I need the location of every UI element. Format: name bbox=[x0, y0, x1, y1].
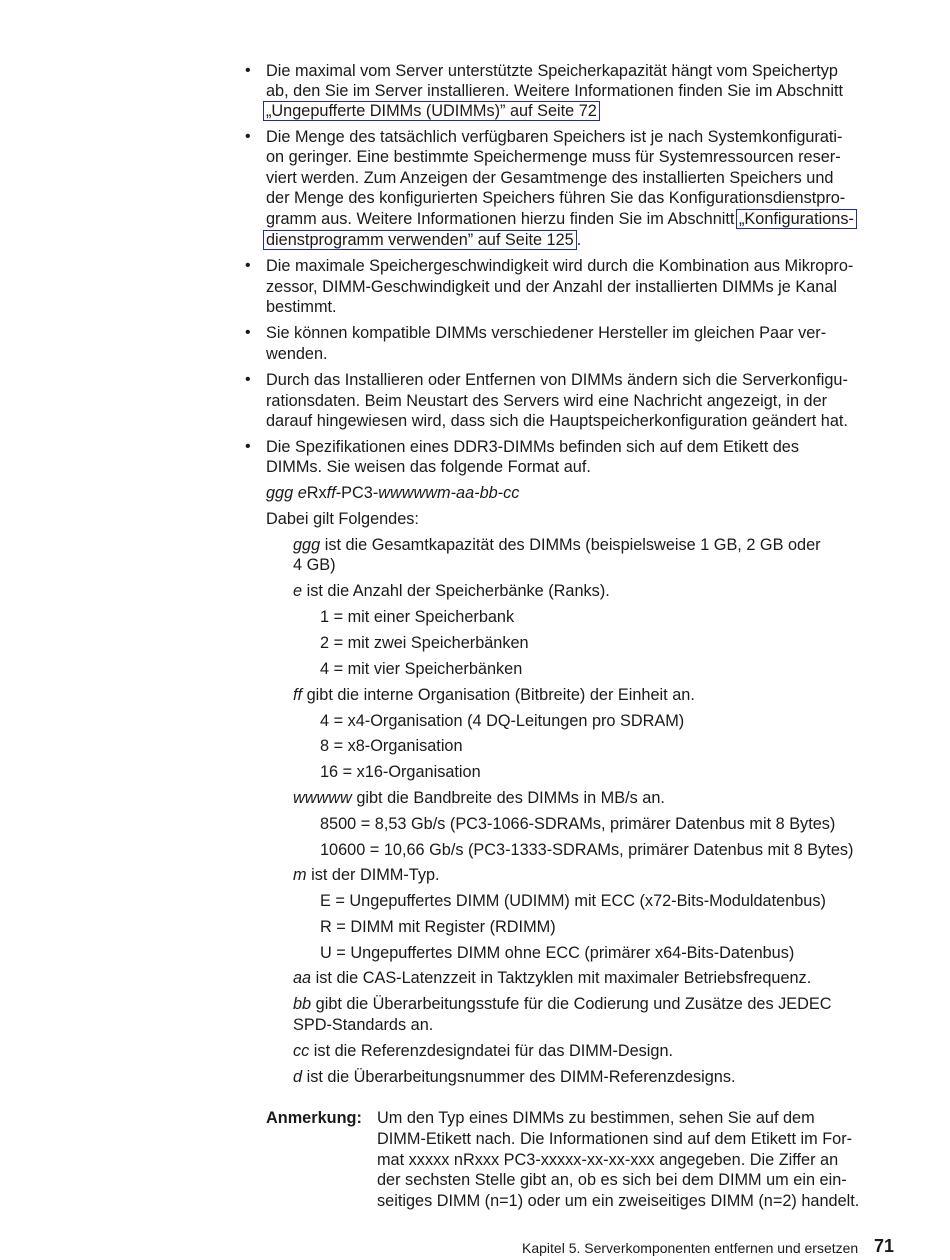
value-m-2: R = DIMM mit Register (RDIMM) bbox=[320, 918, 556, 936]
bullet-2-line-3: viert werden. Zum Anzeigen der Gesamtmenge des installierten Speichers und bbox=[266, 169, 834, 187]
definition-ggg bbox=[293, 535, 821, 555]
format-ggg: ggg bbox=[266, 484, 294, 502]
bullet-1-line-3 bbox=[266, 101, 600, 121]
bullet-2-line-6 bbox=[266, 230, 581, 250]
definition-cc bbox=[293, 1041, 673, 1061]
bullet-marker: • bbox=[245, 62, 251, 79]
note-line-5: seitiges DIMM (n=1) oder um ein zweiseitiges DIMM (n=2) handelt. bbox=[377, 1192, 860, 1210]
value-e-1: 1 = mit einer Speicherbank bbox=[320, 608, 515, 626]
term-bb: bb bbox=[293, 995, 312, 1013]
value-wwwww-1: 8500 = 8,53 Gb/s (PC3-1066-SDRAMs, primärer Datenbus mit 8 Bytes) bbox=[320, 815, 836, 833]
bullet-4-line-1: Sie können kompatible DIMMs verschiedener Hersteller im gleichen Paar ver- bbox=[266, 324, 827, 342]
desc-e: ist die Anzahl der Speicherbänke (Ranks). bbox=[302, 582, 610, 600]
definition-e bbox=[293, 581, 610, 601]
desc-ggg: ist die Gesamtkapazität des DIMMs (beispielsweise 1 GB, 2 GB oder bbox=[320, 536, 821, 554]
bullet-6-line-1: Die Spezifikationen eines DDR3-DIMMs befinden sich auf dem Etikett des bbox=[266, 438, 800, 456]
bullet-marker: • bbox=[245, 128, 251, 145]
value-ff-2: 8 = x8-Organisation bbox=[320, 737, 463, 755]
bullet-3-line-3: bestimmt. bbox=[266, 298, 337, 316]
format-rx: Rx bbox=[306, 484, 327, 502]
definition-ggg-cont: 4 GB) bbox=[293, 556, 336, 574]
term-e: e bbox=[293, 582, 303, 600]
desc-wwwww: gibt die Bandbreite des DIMMs in MB/s an. bbox=[351, 789, 665, 807]
bullet-marker: • bbox=[245, 438, 251, 455]
bullet-4-line-2: wenden. bbox=[266, 345, 328, 363]
where-intro: Dabei gilt Folgendes: bbox=[266, 510, 419, 528]
link-konfigurationsdienstprogramm-part1[interactable]: „Konfigurations- bbox=[736, 209, 857, 229]
value-ff-3: 16 = x16-Organisation bbox=[320, 763, 481, 781]
bullet-marker: • bbox=[245, 324, 251, 341]
format-pc3: -PC3- bbox=[335, 484, 379, 502]
note-line-3: mat xxxxx nRxxx PC3-xxxxx-xx-xx-xxx angegeben. Die Ziffer an bbox=[377, 1151, 839, 1169]
value-m-1: E = Ungepuffertes DIMM (UDIMM) mit ECC (x72-Bits-Moduldatenbus) bbox=[320, 892, 826, 910]
bullet-3-line-2: zessor, DIMM-Geschwindigkeit und der Anzahl der installierten DIMMs je Kanal bbox=[266, 278, 837, 296]
definition-bb-cont: SPD-Standards an. bbox=[293, 1016, 434, 1034]
term-ff: ff bbox=[293, 686, 303, 704]
bullet-1-line-2: ab, den Sie im Server installieren. Weitere Informationen finden Sie im Abschnitt bbox=[266, 82, 844, 100]
page-number: 71 bbox=[874, 1236, 895, 1256]
term-cc: cc bbox=[293, 1042, 310, 1060]
desc-m: ist der DIMM-Typ. bbox=[306, 866, 440, 884]
definition-wwwww bbox=[293, 788, 665, 808]
term-aa: aa bbox=[293, 969, 312, 987]
definition-m bbox=[293, 865, 440, 885]
note-line-2: DIMM-Etikett nach. Die Informationen sind auf dem Etikett im For- bbox=[377, 1130, 853, 1148]
bullet-marker: • bbox=[245, 257, 251, 274]
term-d: d bbox=[293, 1068, 303, 1086]
definition-bb bbox=[293, 994, 832, 1014]
bullet-2-line-4: der Menge des konfigurierten Speichers führen Sie das Konfigurationsdienstpro- bbox=[266, 189, 846, 207]
link-ungepufferte-dimms[interactable]: „Ungepufferte DIMMs (UDIMMs)” auf Seite 72 bbox=[263, 101, 600, 121]
format-ff: ff bbox=[326, 484, 336, 502]
bullet-marker: • bbox=[245, 371, 251, 388]
term-m: m bbox=[293, 866, 307, 884]
value-e-2: 2 = mit zwei Speicherbänken bbox=[320, 634, 529, 652]
desc-d: ist die Überarbeitungsnummer des DIMM-Referenzdesigns. bbox=[302, 1068, 736, 1086]
note-line-4: der sechsten Stelle gibt an, ob es sich bei dem DIMM um ein ein- bbox=[377, 1171, 847, 1189]
definition-d bbox=[293, 1067, 736, 1087]
definition-ff bbox=[293, 685, 695, 705]
bullet-3-line-1: Die maximale Speichergeschwindigkeit wird durch die Kombination aus Mikropro- bbox=[266, 257, 854, 275]
footer-chapter: Kapitel 5. Serverkomponenten entfernen und ersetzen bbox=[522, 1240, 859, 1256]
format-e: e bbox=[297, 484, 307, 502]
dimm-format-string bbox=[266, 483, 519, 503]
bullet-5-line-1: Durch das Installieren oder Entfernen von DIMMs ändern sich die Serverkonfigu- bbox=[266, 371, 848, 389]
value-e-3: 4 = mit vier Speicherbänken bbox=[320, 660, 523, 678]
desc-cc: ist die Referenzdesigndatei für das DIMM-Design. bbox=[309, 1042, 674, 1060]
definition-aa bbox=[293, 968, 811, 988]
bullet-2-line-2: on geringer. Eine bestimmte Speichermenge muss für Systemressourcen reser- bbox=[266, 148, 841, 166]
bullet-5-line-3: darauf hingewiesen wird, dass sich die Hauptspeicherkonfiguration geändert hat. bbox=[266, 412, 848, 430]
note-label: Anmerkung: bbox=[266, 1109, 362, 1127]
value-wwwww-2: 10600 = 10,66 Gb/s (PC3-1333-SDRAMs, primärer Datenbus mit 8 Bytes) bbox=[320, 841, 854, 859]
value-m-3: U = Ungepuffertes DIMM ohne ECC (primärer x64-Bits-Datenbus) bbox=[320, 944, 795, 962]
term-wwwww: wwwww bbox=[293, 789, 352, 807]
bullet-6-line-2: DIMMs. Sie weisen das folgende Format auf. bbox=[266, 458, 591, 476]
bullet-2-line-1: Die Menge des tatsächlich verfügbaren Speichers ist je nach Systemkonfigurati- bbox=[266, 128, 843, 146]
note-line-1: Um den Typ eines DIMMs zu bestimmen, sehen Sie auf dem bbox=[377, 1109, 815, 1127]
bullet-1-line-1: Die maximal vom Server unterstützte Speicherkapazität hängt vom Speichertyp bbox=[266, 62, 838, 80]
desc-bb: gibt die Überarbeitungsstufe für die Codierung und Zusätze des JEDEC bbox=[311, 995, 832, 1013]
value-ff-1: 4 = x4-Organisation (4 DQ-Leitungen pro SDRAM) bbox=[320, 712, 685, 730]
bullet-5-line-2: rationsdaten. Beim Neustart des Servers wird eine Nachricht angezeigt, in der bbox=[266, 392, 828, 410]
desc-ff: gibt die interne Organisation (Bitbreite) der Einheit an. bbox=[302, 686, 695, 704]
link-konfigurationsdienstprogramm-part2[interactable]: dienstprogramm verwenden” auf Seite 125 bbox=[263, 230, 577, 250]
bullet-2-line-5-text: gramm aus. Weitere Informationen hierzu finden Sie im Abschnitt bbox=[266, 210, 739, 228]
bullet-2-line-5 bbox=[266, 209, 857, 229]
format-tail: wwwwwm-aa-bb-cc bbox=[378, 484, 520, 502]
bullet-2-trailing-period: . bbox=[576, 231, 582, 249]
term-ggg: ggg bbox=[293, 536, 321, 554]
desc-aa: ist die CAS-Latenzzeit in Taktzyklen mit maximaler Betriebsfrequenz. bbox=[311, 969, 812, 987]
